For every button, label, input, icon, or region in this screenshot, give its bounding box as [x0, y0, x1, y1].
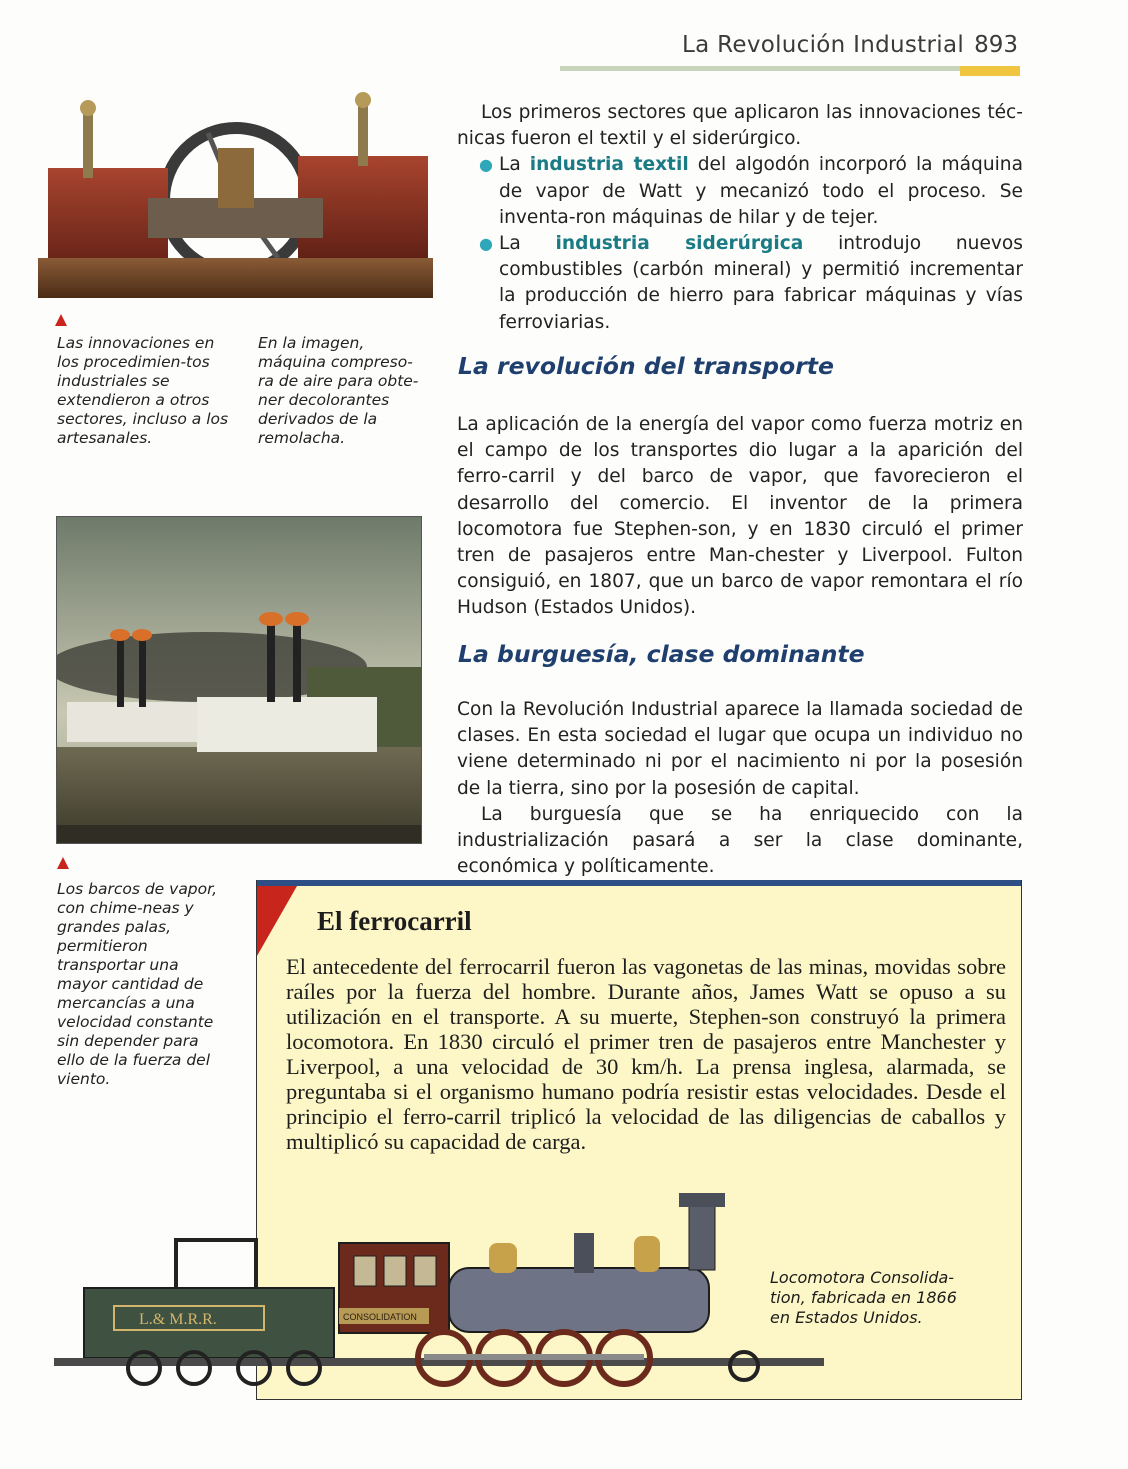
bullet-textile: [457, 152, 1023, 231]
header-rule: [560, 66, 960, 71]
cab-label: CONSOLIDATION: [343, 1312, 417, 1322]
caption-marker: [55, 314, 67, 326]
bullet-siderurgia: [457, 231, 1023, 336]
engine-caption-left: Las innovaciones en los procedimien-tos industriales se extendieron a otros sectores, incluso a los artesanales.: [57, 334, 229, 447]
page-number: 893: [974, 32, 1018, 58]
bourgeoisie-p1: Con la Revolución Industrial aparece la llamada sociedad de clases. En esta sociedad el lugar que ocupa un individuo no viene determinado ni por el nacimiento ni por la posesión de la tierra, sino por la posesión de capital.: [457, 699, 1023, 799]
box-body: El antecedente del ferrocarril fueron las vagonetas de las minas, movidas sobre raíles por la fuerza del hombre. Durante años, James Watt se opuso a su utilización en el transporte. A su muerte, Stephen-son construyó la primera locomotora. En 1830 circuló el primer tren de pasajeros entre Manchester y Liverpool, a una velocidad de 30 km/h. La prensa inglesa, alarmada, se preguntaba si el organismo humano podría resistir estas velocidades. Desde el principio el ferro-carril triplicó la velocidad de las diligencias de caballos y multiplicó su capacidad de carga.: [286, 954, 1006, 1154]
header-accent-bar: [960, 66, 1020, 76]
intro-block: [457, 100, 1023, 336]
bullet-dot: ●: [479, 234, 493, 254]
term-siderurgia: industria siderúrgica: [555, 233, 804, 255]
locomotive-illustration: [54, 1188, 824, 1408]
bourgeoisie-p2: La burguesía que se ha enriquecido con la industrialización pasará a ser la clase dominante, económica y políticamente.: [457, 803, 1023, 878]
bullet-post: introdujo nuevos combustibles (carbón mineral) y permitió incrementar la producción de hierro para fabricar máquinas y vías ferroviarias.: [498, 233, 1023, 333]
intro-lead: Los primeros sectores que aplicaron las innovaciones téc-nicas fueron el textil y el siderúrgico.: [457, 102, 1023, 150]
tender-label: L.& M.R.R.: [139, 1311, 217, 1328]
running-title: La Revolución Industrial: [682, 32, 965, 58]
bullet-text: [499, 231, 1023, 336]
bullet-post: del algodón incorporó la máquina de vapor de Watt y mecanizó todo el proceso. Se inventa-ron máquinas de hilar y de tejer.: [498, 154, 1023, 228]
locomotive-caption: Locomotora Consolida-tion, fabricada en 1866 en Estados Unidos.: [770, 1268, 957, 1327]
boats-caption: Los barcos de vapor, con chime-neas y grandes palas, permitieron transportar una mayor cantidad de mercancías a una velocidad constante sin depender para ello de la fuerza del viento.: [57, 880, 218, 1088]
box-top-bar: [257, 880, 1021, 886]
steamboats-painting: [56, 516, 422, 844]
box-corner-accent: [257, 886, 297, 956]
bullet-pre: La: [498, 154, 530, 176]
bullet-dot: ●: [479, 155, 493, 175]
bourgeoisie-block: [457, 697, 1023, 880]
bullet-text: [499, 152, 1023, 231]
box-title: El ferrocarril: [317, 906, 472, 936]
bourgeoisie-heading: La burguesía, clase dominante: [458, 640, 865, 668]
engine-caption-right: En la imagen, máquina compreso-ra de aire para obte-ner decolorantes derivados de la remolacha.: [258, 334, 419, 447]
air-compressor-photo: [28, 88, 440, 308]
page-header: [560, 30, 1020, 80]
transport-text: La aplicación de la energía del vapor como fuerza motriz en el campo de los transportes dio lugar a la aparición del ferro-carril y del barco de vapor, que favorecieron el desarrollo del comercio. El inventor de la primera locomotora fue Stephen-son, y en 1830 circuló el primer tren de pasajeros entre Man-chester y Liverpool. Fulton consiguió, en 1807, que un barco de vapor remontara el río Hudson (Estados Unidos).: [457, 414, 1023, 619]
bullet-pre: La: [498, 233, 556, 255]
caption-marker: [57, 857, 69, 869]
term-textile: industria textil: [529, 154, 689, 176]
transport-heading: La revolución del transporte: [458, 352, 834, 380]
